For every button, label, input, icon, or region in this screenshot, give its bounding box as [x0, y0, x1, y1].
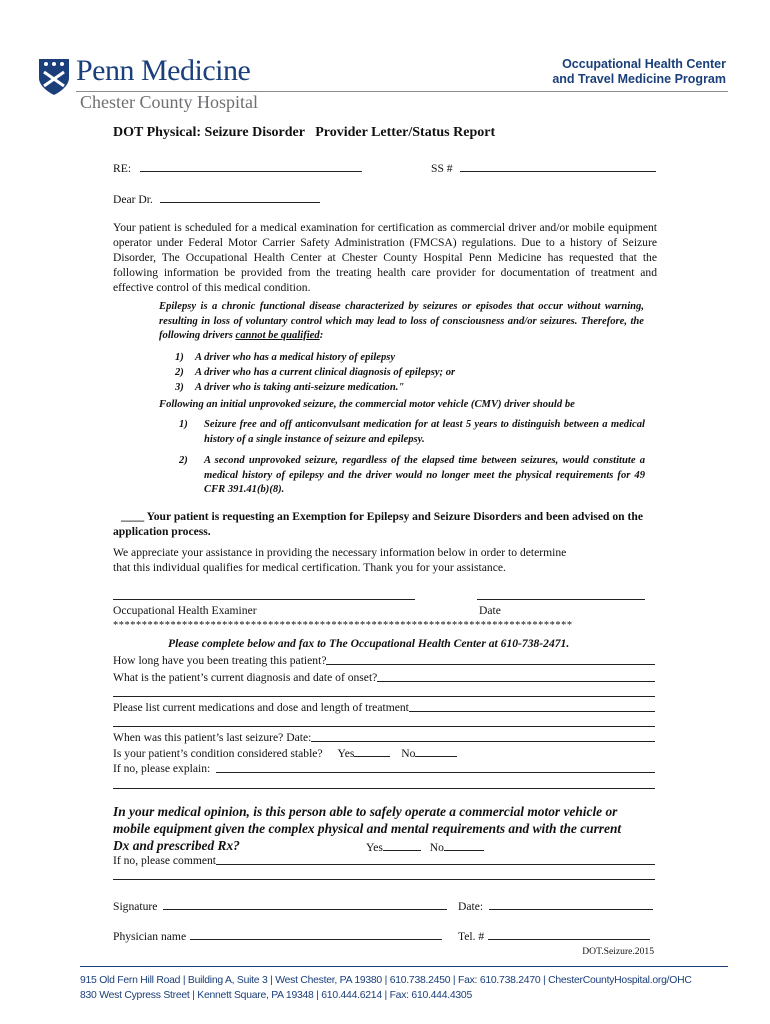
fax-instruction: Please complete below and fax to The Occupational Health Center at 610-738-2471. [168, 637, 570, 650]
epilepsy-text: Epilepsy is a chronic functional disease characterized by seizures or episodes that occur without warning, resulting in loss of voluntary control which may lead to loss of consciousness and/or seizures. Therefore, the following drivers [159, 301, 644, 341]
exemption-text: Your patient is requesting an Exemption for Epilepsy and Seizure Disorders and been advised on the application process. [113, 510, 643, 538]
question-explain: If no, please explain: [113, 761, 655, 776]
star-divider: ******************************************************************************** [113, 620, 573, 631]
opinion-no-field[interactable] [444, 839, 484, 851]
medications-field[interactable] [409, 700, 655, 712]
dear-label: Dear Dr. [113, 193, 153, 206]
opinion-line-2: mobile equipment given the complex physical and mental requirements and with the current [113, 821, 622, 836]
signature-field[interactable] [163, 898, 447, 910]
disqualify-list [175, 350, 455, 395]
ohc-title-line2: and Travel Medicine Program [552, 72, 726, 86]
examiner-date-line[interactable] [477, 599, 645, 600]
exemption-paragraph [113, 509, 643, 539]
question-diagnosis: What is the patient’s current diagnosis and date of onset? [113, 670, 655, 685]
diagnosis-extra-line[interactable] [113, 696, 655, 697]
question-last-seizure: When was this patient’s last seizure? Date: [113, 730, 655, 745]
treating-field[interactable] [326, 653, 655, 665]
signature-date-field[interactable] [489, 898, 653, 910]
intro-paragraph: Your patient is scheduled for a medical examination for certification as commercial driver and/or mobile equipment operator under Federal Motor Carrier Safety Administration (FMCSA) regulations. Due to a history of Seizure Disorder, The Occupational Health Center at Chester County Hospital Penn Medicine has requested that the following information be provided from the treating health care provider for documentation of treatment and effective control of this medical condition. [113, 221, 657, 294]
tel-field[interactable] [488, 928, 650, 940]
examiner-signature-line[interactable] [113, 599, 415, 600]
brand-name: Penn Medicine [76, 54, 251, 87]
following-line: Following an initial unprovoked seizure, the commercial motor vehicle (CMV) driver should be [159, 399, 575, 410]
ss-field[interactable] [460, 160, 656, 172]
re-field[interactable] [140, 160, 362, 172]
opinion-yes-field[interactable] [383, 839, 421, 851]
footer-divider [80, 966, 728, 967]
re-row [113, 160, 362, 176]
logo-shield [38, 58, 70, 96]
epilepsy-colon: : [319, 330, 324, 341]
medications-extra-line[interactable] [113, 726, 655, 727]
stable-no-field[interactable] [415, 745, 457, 757]
cmv-item-2: 2) A second unprovoked seizure, regardless of the elapsed time between seizures, would constitute a medical history of epilepsy and the driver would no longer meet the physical requirements for 49 CFR 391.41(b)(8). [179, 455, 645, 495]
appreciate-line-1: We appreciate your assistance in providing the necessary information below in order to determine [113, 546, 567, 559]
ss-label: SS # [431, 162, 453, 175]
diagnosis-field[interactable] [377, 670, 655, 682]
epilepsy-paragraph [159, 300, 644, 344]
stable-yes-label: Yes [337, 747, 355, 760]
cannot-be-qualified: cannot be qualified [235, 330, 320, 341]
examiner-date-label: Date [479, 604, 501, 617]
appreciate-line-2: that this individual qualifies for medical certification. Thank you for your assistance. [113, 561, 506, 574]
stable-no-label: No [401, 747, 416, 760]
question-medications: Please list current medications and dose and length of treatment [113, 700, 655, 715]
opinion-no-label: No [429, 841, 444, 854]
shield-icon [38, 58, 70, 96]
footer-address-2: 830 West Cypress Street | Kennett Square, PA 19348 | 610.444.6214 | Fax: 610.444.4305 [80, 990, 472, 1001]
re-label: RE: [113, 162, 132, 175]
tel-row: Tel. # [458, 928, 650, 944]
doctor-name-field[interactable] [160, 191, 320, 203]
question-treating: How long have you been treating this patient? [113, 653, 655, 668]
dear-row [113, 191, 320, 207]
footer-address-1: 915 Old Fern Hill Road | Building A, Suite 3 | West Chester, PA 19380 | 610.738.2450 | Fax: 610.738.2470 | ChesterCountyHospital.org/OHC [80, 975, 692, 986]
examiner-label: Occupational Health Examiner [113, 604, 257, 617]
explain-field[interactable] [216, 761, 655, 773]
signature-date-row: Date: [458, 898, 653, 914]
cmv-item-1: 1) Seizure free and off anticonvulsant medication for at least 5 years to distinguish between a medical history of a single instance of seizure and epilepsy. [179, 419, 645, 445]
physician-name-field[interactable] [190, 928, 442, 940]
form-code: DOT.Seizure.2015 [582, 946, 654, 957]
comment-extra-line[interactable] [113, 879, 655, 880]
list-item: 2) A driver who has a current clinical diagnosis of epilepsy; or [175, 367, 456, 378]
ohc-title-line1: Occupational Health Center [562, 57, 726, 71]
explain-extra-line[interactable] [113, 788, 655, 789]
list-item: 3) A driver who is taking anti-seizure medication." [175, 382, 405, 393]
exemption-checkbox[interactable]: ____ [121, 510, 145, 523]
list-item: 1) A driver who has a medical history of epilepsy [175, 352, 396, 363]
question-comment: If no, please comment [113, 853, 655, 868]
opinion-line-3: Dx and prescribed Rx? [113, 838, 240, 853]
sub-brand-name: Chester County Hospital [80, 92, 258, 112]
page-title: DOT Physical: Seizure Disorder Provider Letter/Status Report [113, 125, 496, 140]
question-stable: Is your patient’s condition considered stable? Yes No [113, 745, 457, 761]
stable-yes-field[interactable] [354, 745, 390, 757]
ss-row [431, 160, 656, 176]
comment-field[interactable] [216, 853, 655, 865]
last-seizure-date-field[interactable] [311, 730, 655, 742]
opinion-yes-label: Yes [366, 841, 383, 854]
signature-row: Signature [113, 898, 447, 914]
physician-row: Physician name [113, 928, 442, 944]
opinion-line-1: In your medical opinion, is this person able to safely operate a commercial motor vehicle or [113, 804, 618, 819]
